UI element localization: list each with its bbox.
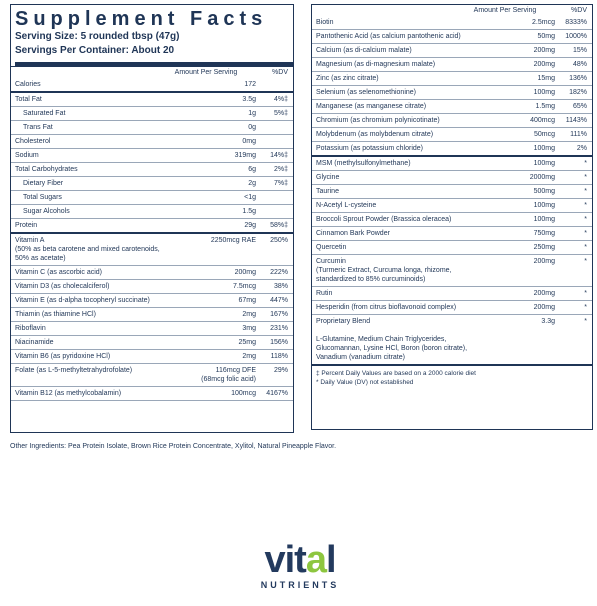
nutrient-amount: 200mg: [533, 290, 555, 297]
nutrient-amount: 2g: [248, 180, 256, 187]
nutrient-dv: 167%: [270, 311, 288, 318]
nutrient-name: Potassium (as potassium chloride): [316, 145, 423, 152]
nutrient-dv: 136%: [569, 75, 587, 82]
nutrient-dv: [256, 80, 293, 89]
nutrient-name: Vitamin B6 (as pyridoxine HCl): [15, 353, 111, 360]
nutrient-row: [312, 315, 592, 366]
nutrient-amount: 1g: [248, 110, 256, 117]
nutrient-amount: 2.5mcg: [532, 19, 555, 26]
nutrient-dv: 38%: [273, 283, 288, 290]
nutrient-dv: [256, 137, 293, 146]
other-ingredients: Other Ingredients: Pea Protein Isolate, Brown Rice Protein Concentrate, Xylitol, Natural Pineapple Flavor.: [10, 443, 337, 450]
nutrient-amount: 50mcg: [533, 131, 555, 138]
nutrient-amount: 6g: [248, 166, 256, 173]
nutrient-dv: *: [584, 258, 587, 265]
nutrient-amount: 2mg: [242, 311, 256, 318]
nutrient-name: Manganese (as manganese citrate): [316, 103, 427, 110]
nutrient-dv: *: [584, 230, 587, 237]
nutrient-dv: *: [584, 174, 587, 181]
nutrient-dv: 65%: [572, 103, 587, 110]
nutrient-dv: *: [584, 304, 587, 311]
nutrient-name: Magnesium (as di-magnesium malate): [316, 61, 436, 68]
dv-header: %DV: [272, 69, 288, 76]
nutrient-name: Vitamin D3 (as cholecalciferol): [15, 283, 110, 290]
nutrient-dv: 5%‡: [273, 110, 288, 117]
nutrient-amount: 1.5mg: [535, 103, 555, 110]
nutrient-row: [11, 308, 293, 322]
nutrient-row: [312, 301, 592, 315]
nutrient-dv: 29%: [273, 367, 288, 374]
nutrient-amount: 67mg: [238, 297, 256, 304]
nutrient-row: [312, 287, 592, 301]
nutrient-dv: 156%: [270, 339, 288, 346]
nutrient-row: [312, 16, 592, 30]
nutrient-name: Molybdenum (as molybdenum citrate): [316, 131, 434, 138]
nutrient-amount: 200mg: [533, 61, 555, 68]
nutrient-dv: 4%‡: [273, 96, 288, 103]
supplement-facts-left-panel: [10, 4, 294, 433]
nutrient-dv: 2%‡: [273, 166, 288, 173]
nutrient-amount: 200mg: [533, 258, 555, 265]
nutrient-name: Broccoli Sprout Powder (Brassica oleracea): [316, 216, 452, 223]
nutrient-row: [312, 157, 592, 171]
nutrient-row: [11, 163, 293, 177]
nutrient-name: Niacinamide: [15, 339, 54, 346]
nutrient-name: Zinc (as zinc citrate): [316, 75, 379, 82]
right-nutrient-table: [312, 16, 592, 366]
nutrient-row: [11, 364, 293, 387]
nutrient-row: [11, 191, 293, 205]
nutrient-name: Selenium (as selenomethionine): [316, 89, 416, 96]
nutrient-name: Dietary Fiber: [23, 180, 64, 187]
nutrient-name: Folate (as L-5-methyltetrahydrofolate): [15, 367, 133, 374]
nutrient-row: [11, 322, 293, 336]
nutrient-dv: 7%‡: [273, 180, 288, 187]
dv-header-right: %DV: [571, 7, 587, 14]
nutrient-name: Vitamin C (as ascorbic acid): [15, 269, 103, 276]
nutrient-name: Proprietary Blend L-Glutamine, Medium Chain Triglycerides, Glucomannan, Lysine HCl, Boron (boron citrate), Vanadium (vanadium citrate): [316, 318, 468, 361]
nutrient-amount: 750mg: [533, 230, 555, 237]
nutrient-row: [11, 350, 293, 364]
nutrient-amount: 3.3g: [541, 318, 555, 325]
nutrient-row: [312, 185, 592, 199]
left-table-header: [11, 66, 293, 78]
nutrient-row: [312, 199, 592, 213]
serving-size: Serving Size: 5 rounded tbsp (47g): [15, 31, 180, 42]
nutrient-dv: 250%: [270, 237, 288, 244]
right-table-header: [312, 5, 592, 16]
nutrient-amount: 200mg: [533, 304, 555, 311]
nutrient-row: [312, 142, 592, 157]
nutrient-row: [312, 86, 592, 100]
nutrient-row: [312, 44, 592, 58]
nutrient-row: [11, 205, 293, 219]
logo-green-dot-letter: a: [305, 539, 326, 581]
nutrient-row: [312, 72, 592, 86]
nutrient-amount: 200mg: [533, 47, 555, 54]
nutrient-dv: 1143%: [565, 117, 587, 124]
nutrient-dv: *: [584, 318, 587, 325]
nutrient-amount: 0mg: [242, 138, 256, 145]
nutrient-amount: 2000mg: [529, 174, 555, 181]
nutrient-amount: 3mg: [242, 325, 256, 332]
nutrient-dv: 2%: [576, 145, 587, 152]
vital-nutrients-logo: [245, 540, 355, 590]
nutrient-dv: [256, 193, 293, 202]
nutrient-amount: 250mg: [533, 244, 555, 251]
nutrient-amount: 200mg: [234, 269, 256, 276]
nutrient-name: Chromium (as chromium polynicotinate): [316, 117, 440, 124]
nutrient-row: [312, 213, 592, 227]
nutrient-amount: 15mg: [537, 75, 555, 82]
nutrient-amount: 500mg: [533, 188, 555, 195]
nutrient-name: Saturated Fat: [23, 110, 66, 117]
nutrient-row: [312, 255, 592, 287]
nutrient-name: Calories: [15, 81, 41, 88]
nutrient-amount: 29g: [244, 222, 256, 229]
amount-header-right: Amount Per Serving: [473, 7, 537, 14]
nutrient-row: [312, 100, 592, 114]
nutrient-name: Vitamin E (as d-alpha tocopheryl succinate): [15, 297, 150, 304]
nutrient-dv: 182%: [569, 89, 587, 96]
nutrient-row: [11, 387, 293, 401]
nutrient-row: [11, 107, 293, 121]
nutrient-dv: 1000%: [565, 33, 587, 40]
nutrient-amount: 100mg: [533, 145, 555, 152]
nutrient-dv: 111%: [570, 131, 587, 138]
nutrient-name: Vitamin B12 (as methylcobalamin): [15, 390, 122, 397]
nutrient-row: [11, 234, 293, 266]
nutrient-amount: 2250mcg RAE: [210, 237, 256, 244]
nutrient-dv: 231%: [270, 325, 288, 332]
logo-wordmark: vital: [264, 539, 336, 581]
nutrient-name: Protein: [15, 222, 38, 229]
nutrient-name: Total Fat: [15, 96, 42, 103]
nutrient-name: Total Sugars: [23, 194, 62, 201]
nutrient-dv: *: [584, 290, 587, 297]
nutrient-row: [312, 114, 592, 128]
nutrient-name: Trans Fat: [23, 124, 53, 131]
nutrient-row: [11, 280, 293, 294]
left-nutrient-table: [11, 78, 293, 401]
nutrient-row: [11, 219, 293, 234]
nutrient-dv: *: [584, 244, 587, 251]
servings-per-container: Servings Per Container: About 20: [15, 44, 293, 66]
nutrient-amount: 100mg: [533, 160, 555, 167]
nutrient-dv: 58%‡: [270, 222, 288, 229]
nutrient-name: Glycine: [316, 174, 340, 181]
amount-header: Amount Per Serving: [174, 69, 238, 76]
nutrient-row: [11, 294, 293, 308]
nutrient-row: [11, 336, 293, 350]
nutrient-dv: 15%: [572, 47, 587, 54]
nutrient-dv: *: [584, 216, 587, 223]
nutrient-name: Curcumin (Turmeric Extract, Curcuma longa, rhizome, standardized to 85% curcuminoids): [316, 258, 452, 283]
nutrient-amount: 50mg: [537, 33, 555, 40]
nutrient-row: [11, 121, 293, 135]
nutrient-amount: 3.5g: [242, 96, 256, 103]
nutrient-amount: 116mcg DFE (68mcg folic acid): [201, 367, 256, 383]
nutrient-dv: [256, 207, 293, 216]
nutrient-amount: 100mcg: [231, 390, 256, 397]
nutrient-row: [11, 266, 293, 280]
nutrient-name: Calcium (as di-calcium malate): [316, 47, 412, 54]
nutrient-amount: 400mcg: [530, 117, 555, 124]
nutrient-amount: 7.5mcg: [233, 283, 256, 290]
supplement-facts-title: Supplement Facts: [15, 8, 268, 30]
nutrient-row: [11, 78, 293, 93]
nutrient-row: [11, 177, 293, 191]
nutrient-name: Quercetin: [316, 244, 347, 251]
nutrient-row: [11, 93, 293, 107]
footnote-dv-basis: ‡ Percent Daily Values are based on a 2000 calorie diet: [316, 370, 476, 377]
nutrient-amount: 100mg: [533, 202, 555, 209]
nutrient-name: Riboflavin: [15, 325, 46, 332]
nutrient-name: Sugar Alcohols: [23, 208, 70, 215]
nutrient-dv: 118%: [270, 353, 288, 360]
nutrient-dv: [256, 123, 293, 132]
nutrient-name: Rutin: [316, 290, 333, 297]
nutrient-name: Pantothenic Acid (as calcium pantothenic acid): [316, 33, 461, 40]
nutrient-name: Total Carbohydrates: [15, 166, 78, 173]
logo-subtitle: NUTRIENTS: [260, 580, 340, 590]
nutrient-dv: 14%‡: [270, 152, 288, 159]
nutrient-name: Thiamin (as thiamine HCl): [15, 311, 96, 318]
nutrient-name: Vitamin A (50% as beta carotene and mixed carotenoids, 50% as acetate): [15, 237, 160, 262]
nutrient-row: [312, 30, 592, 44]
nutrient-amount: 100mg: [533, 89, 555, 96]
nutrient-row: [312, 227, 592, 241]
nutrient-row: [312, 241, 592, 255]
nutrient-amount: 1.5g: [242, 208, 256, 215]
nutrient-dv: 48%: [572, 61, 587, 68]
supplement-facts-right-panel: [311, 4, 593, 430]
nutrient-amount: 0g: [248, 124, 256, 131]
nutrient-name: Hesperidin (from citrus bioflavonoid complex): [316, 304, 457, 311]
nutrient-amount: 25mg: [238, 339, 256, 346]
nutrient-dv: *: [584, 202, 587, 209]
nutrient-amount: 2mg: [242, 353, 256, 360]
nutrient-name: Cholesterol: [15, 138, 51, 145]
nutrient-amount: 319mg: [234, 152, 256, 159]
nutrient-row: [11, 149, 293, 163]
nutrient-dv: 4167%: [266, 390, 288, 397]
nutrient-dv: 8333%: [565, 19, 587, 26]
nutrient-name: Cinnamon Bark Powder: [316, 230, 390, 237]
nutrient-name: Taurine: [316, 188, 339, 195]
nutrient-amount: 172: [244, 81, 256, 88]
nutrient-dv: 222%: [270, 269, 288, 276]
nutrient-row: [312, 58, 592, 72]
nutrient-dv: 447%: [270, 297, 288, 304]
nutrient-dv: *: [584, 160, 587, 167]
nutrient-row: [312, 128, 592, 142]
footnote-dv-not-established: * Daily Value (DV) not established: [316, 379, 414, 386]
nutrient-name: Biotin: [316, 19, 334, 26]
nutrient-dv: *: [584, 188, 587, 195]
nutrient-amount: <1g: [244, 194, 256, 201]
nutrient-row: [11, 135, 293, 149]
nutrient-amount: 100mg: [533, 216, 555, 223]
nutrient-name: N-Acetyl L-cysteine: [316, 202, 377, 209]
nutrient-row: [312, 171, 592, 185]
nutrient-name: Sodium: [15, 152, 39, 159]
nutrient-name: MSM (methylsulfonylmethane): [316, 160, 411, 167]
